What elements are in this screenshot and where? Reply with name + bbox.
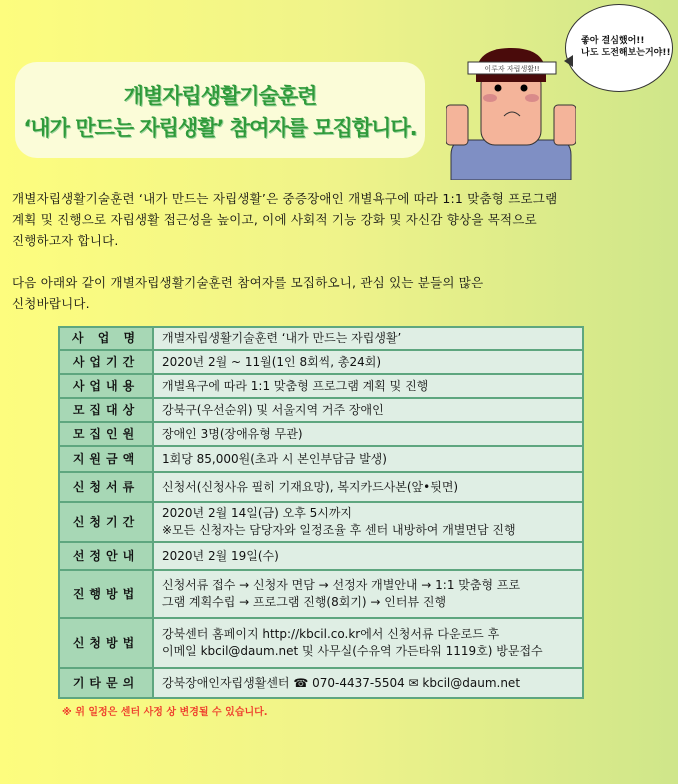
row-value-line: 장애인 3명(장애유형 무관) [162, 426, 303, 441]
intro-line: 신청바랍니다. [12, 296, 90, 311]
row-value-line: 신청서류 접수 → 신청자 면담 → 선정자 개별안내 → 1:1 맞춤형 프로 [162, 578, 521, 592]
title-box [15, 62, 425, 158]
row-value [153, 502, 583, 542]
row-label: 진행방법 [59, 570, 153, 618]
row-label: 기타문의 [59, 668, 153, 698]
row-value [153, 472, 583, 502]
row-value-line: 2020년 2월 19일(수) [162, 548, 279, 563]
row-label: 선정안내 [59, 542, 153, 570]
table-row [59, 374, 583, 398]
table-row [59, 618, 583, 668]
info-table [58, 326, 584, 699]
table-row [59, 542, 583, 570]
intro-line: 다음 아래와 같이 개별자립생활기술훈련 참여자를 모집하오니, 관심 있는 분들의 많은 [12, 275, 484, 290]
row-value-line: 개별욕구에 따라 1:1 맞춤형 프로그램 계획 및 진행 [162, 378, 429, 393]
table-row [59, 446, 583, 472]
intro-text [12, 188, 557, 314]
table-row [59, 422, 583, 446]
table-row [59, 398, 583, 422]
intro-line: 계획 및 진행으로 자립생활 접근성을 높이고, 이에 사회적 기능 강화 및 자신감 향상을 목적으로 [12, 212, 537, 227]
shirt-icon [451, 140, 571, 180]
row-value-line: 이메일 kbcil@daum.net 및 사무실(수유역 가든타워 1119호) 방문접수 [162, 644, 543, 658]
row-value-line: 개별자립생활기술훈련 ‘내가 만드는 자립생활’ [162, 331, 402, 345]
table-row [59, 502, 583, 542]
speech-bubble [565, 4, 673, 92]
row-value-line: 강북센터 홈페이지 http://kbcil.co.kr에서 신청서류 다운로드 후 [162, 627, 500, 641]
schedule-note: ※ 위 일정은 센터 사정 상 변경될 수 있습니다. [62, 707, 268, 718]
row-value [153, 542, 583, 570]
bubble-line-1: 좋아 결심했어!! [581, 36, 645, 46]
row-value [153, 350, 583, 374]
row-value [153, 446, 583, 472]
row-value [153, 327, 583, 350]
row-value [153, 398, 583, 422]
row-label: 모집인원 [59, 422, 153, 446]
row-value-line: 그램 계획수립 → 프로그램 진행(8회기) → 인터뷰 진행 [162, 595, 447, 609]
table-row [59, 327, 583, 350]
table-row [59, 350, 583, 374]
row-value-line: 신청서(신청사유 필히 기재요망), 복지카드사본(앞•뒷면) [162, 479, 459, 494]
row-value-line: ※모든 신청자는 담당자와 일정조율 후 센터 내방하여 개별면담 진행 [162, 523, 516, 537]
title-line-1: 개별자립생활기술훈련 [123, 84, 317, 108]
row-value-line: 강북장애인자립생활센터 ☎ 070-4437-5504 ✉ kbcil@daum.net [162, 675, 521, 690]
row-value [153, 618, 583, 668]
row-value-line: 2020년 2월 ~ 11월(1인 8회씩, 총24회) [162, 354, 382, 369]
row-value [153, 374, 583, 398]
row-value-line: 강북구(우선순위) 및 서울지역 거주 장애인 [162, 402, 384, 417]
title-line-2: ‘내가 만드는 자립생활’ 참여자를 모집합니다. [23, 116, 417, 140]
row-label: 신청기간 [59, 502, 153, 542]
row-value [153, 422, 583, 446]
row-label: 사업기간 [59, 350, 153, 374]
row-label: 신청서류 [59, 472, 153, 502]
character-illustration [446, 40, 576, 180]
headband-text: 이루자 자립생활!! [484, 65, 540, 73]
row-label: 사업내용 [59, 374, 153, 398]
bubble-line-2: 나도 도전해보는거야!! [581, 48, 671, 58]
table-row [59, 472, 583, 502]
row-label: 사 업 명 [59, 327, 153, 350]
row-label: 모집대상 [59, 398, 153, 422]
intro-line: 진행하고자 합니다. [12, 233, 119, 248]
intro-line: 개별자립생활기술훈련 ‘내가 만드는 자립생활’은 중증장애인 개별욕구에 따라 1:1 맞춤형 프로그램 [12, 191, 558, 206]
row-value-line: 1회당 85,000원(초과 시 본인부담금 발생) [162, 451, 387, 466]
table-row [59, 668, 583, 698]
table-row [59, 570, 583, 618]
row-value [153, 668, 583, 698]
row-value-line: 2020년 2월 14일(금) 오후 5시까지 [162, 506, 353, 520]
row-value [153, 570, 583, 618]
row-label: 지원금액 [59, 446, 153, 472]
row-label: 신청방법 [59, 618, 153, 668]
